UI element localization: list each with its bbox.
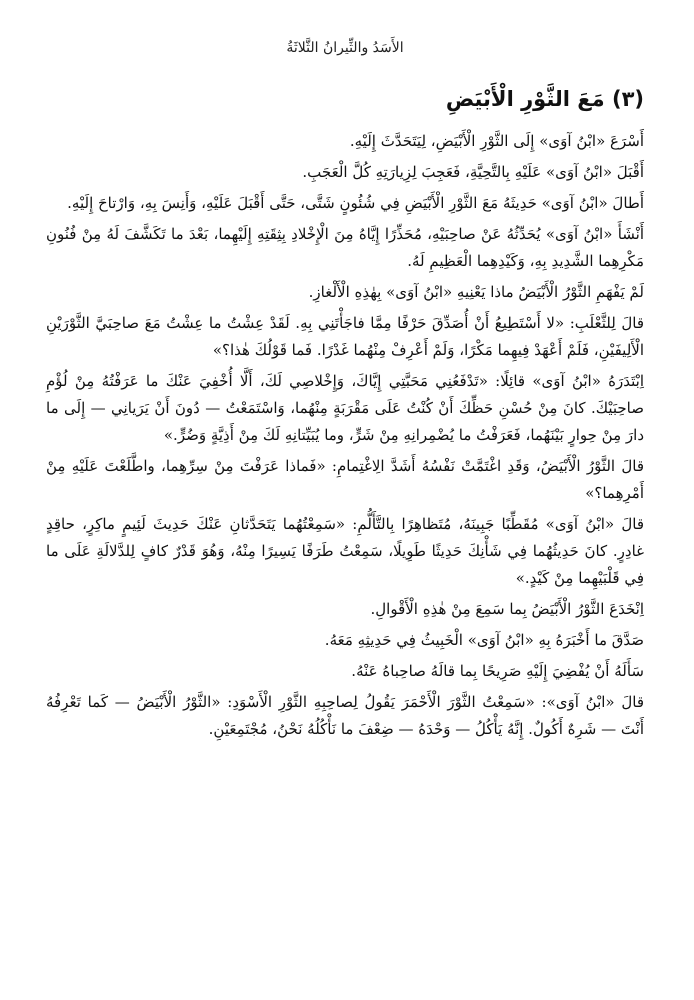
running-header: الأَسَدُ والثِّيرانُ الثَّلاثَةُ (286, 40, 404, 56)
paragraph: أَسْرَعَ «ابْنُ آوَى» إِلَى الثَّوْرِ الْأَبْيَضِ، لِيَتَحَدَّثَ إِلَيْهِ. (349, 132, 644, 150)
paragraph: اِبْتَدَرَهُ «ابْنُ آوَى» قائِلًا: «تَدْفَعُنِي مَحَبَّتِي إِيَّاكَ، وَإِخْلاصِي لَكَ، أَلَّا أُخْفِيَ عَنْكَ ما عَرَفْتُهُ مِنْ لُؤْمِ صاحِبَيْكَ. كانَ مِنْ حُسْنِ حَظِّكَ أَنْ كُنْتُ عَلَى مَقْرَبَةٍ مِنْهُما، وَاسْتَمَعْتُ — دُونَ أَنْ يَرَيانِي — إِلَى ما دارَ مِنْ حِوارٍ بَيْنَهُما، فَعَرَفْتُ ما يُضْمِرانِهِ مِنْ شَرٍّ، وما يُبَيِّتانِهِ لَكَ مِنْ أَذِيَّةٍ وَضُرٍّ.» (46, 372, 644, 444)
paragraph: اِنْخَدَعَ الثَّوْرُ الْأَبْيَضُ بِما سَمِعَ مِنْ هٰذِهِ الْأَقْوالِ. (370, 600, 644, 618)
paragraph: قالَ الثَّوْرُ الْأَبْيَضُ، وَقَدِ اغْتَمَّتْ نَفْسُهُ أَشَدَّ الِاغْتِمامِ: «فَماذا عَرَفْتَ مِنْ سِرِّهِما، واطَّلَعْتَ عَلَيْهِ مِنْ أَمْرِهِما؟» (46, 457, 644, 502)
chapter-title: (٣) مَعَ الثَّوْرِ الْأَبْيَضِ (445, 87, 644, 111)
paragraph: قالَ لِلثَّعْلَبِ: «لا أَسْتَطِيعُ أَنْ أُصَدِّقَ حَرْفًا مِمَّا فاجَأْتَنِي بِهِ. لَقَدْ عِشْتُ ما عِشْتُ مَعَ صاحِبَيَّ الثَّوْرَيْنِ الْأَلِيفَيْنِ، فَلَمْ أَعْهَدْ فِيهِما مَكْرًا، وَلَمْ أَعْرِفْ مِنْهُما غَدْرًا. فَما قَوْلُكَ هٰذا؟» (46, 314, 644, 359)
paragraph: أَقْبَلَ «ابْنُ آوَى» عَلَيْهِ بِالتَّحِيَّةِ، فَعَجِبَ لِزِيارَتِهِ كُلَّ الْعَجَبِ. (302, 163, 644, 181)
paragraph: لَمْ يَفْهَمِ الثَّوْرُ الْأَبْيَضُ ماذا يَعْنِيهِ «ابْنُ آوَى» بِهٰذِهِ الْأَلْغازِ. (308, 283, 644, 301)
paragraph: سَأَلَهُ أَنْ يُفْضِيَ إِلَيْهِ صَرِيحًا بِما قالَهُ صاحِباهُ عَنْهُ. (351, 662, 644, 680)
paragraph: أَطالَ «ابْنُ آوَى» حَدِيثَهُ مَعَ الثَّوْرِ الْأَبْيَضِ فِي شُئُونٍ شَتَّى، حَتَّى أَقْبَلَ عَلَيْهِ، وَأَنِسَ بِهِ، وَارْتاحَ إِلَيْهِ. (67, 194, 644, 212)
paragraph: قالَ «ابْنُ آوَى»: «سَمِعْتُ الثَّوْرَ الْأَحْمَرَ يَقُولُ لِصاحِبِهِ الثَّوْرِ الْأَسْوَدِ: «الثَّوْرُ الْأَبْيَضُ — كَما تَعْرِفُهُ أَنْتَ — شَرِهٌ أَكُولٌ. إِنَّهُ يَأْكُلُ — وَحْدَهُ — ضِعْفَ ما نَأْكُلُهُ نَحْنُ، مُجْتَمِعَيْنِ. (46, 693, 644, 738)
paragraph: أَنْشَأَ «ابْنُ آوَى» يُحَدِّثُهُ عَنْ صاحِبَيْهِ، مُحَذِّرًا إِيَّاهُ مِنَ الْإِخْلادِ بِثِقَتِهِ إِلَيْهِما، بَعْدَ ما تَكَشَّفَ لَهُ مِنْ فُنُونِ مَكْرِهِما الشَّدِيدِ بِهِ، وَكَيْدِهِما الْعَظِيمِ لَهُ. (46, 225, 644, 270)
paragraph: صَدَّقَ ما أَخْبَرَهُ بِهِ «ابْنُ آوَى» الْخَبِيثُ فِي حَدِيثِهِ مَعَهُ. (324, 631, 644, 649)
paragraph: قالَ «ابْنُ آوَى» مُقَطِّبًا جَبِينَهُ، مُتَظاهِرًا بِالتَّأَلُّمِ: «سَمِعْتُهُما يَتَحَدَّثانِ عَنْكَ حَدِيثَ لَئِيمٍ ماكِرٍ، حاقِدٍ غادِرٍ. كانَ حَدِيثُهُما فِي شَأْنِكَ حَدِيثًا طَوِيلًا، سَمِعْتُ طَرَفًا يَسِيرًا مِنْهُ، وَهُوَ قَدْرٌ كافٍ لِلدَّلالَةِ عَلَى ما فِي قَلْبَيْهِما مِنْ كَيْدٍ.» (46, 515, 644, 587)
